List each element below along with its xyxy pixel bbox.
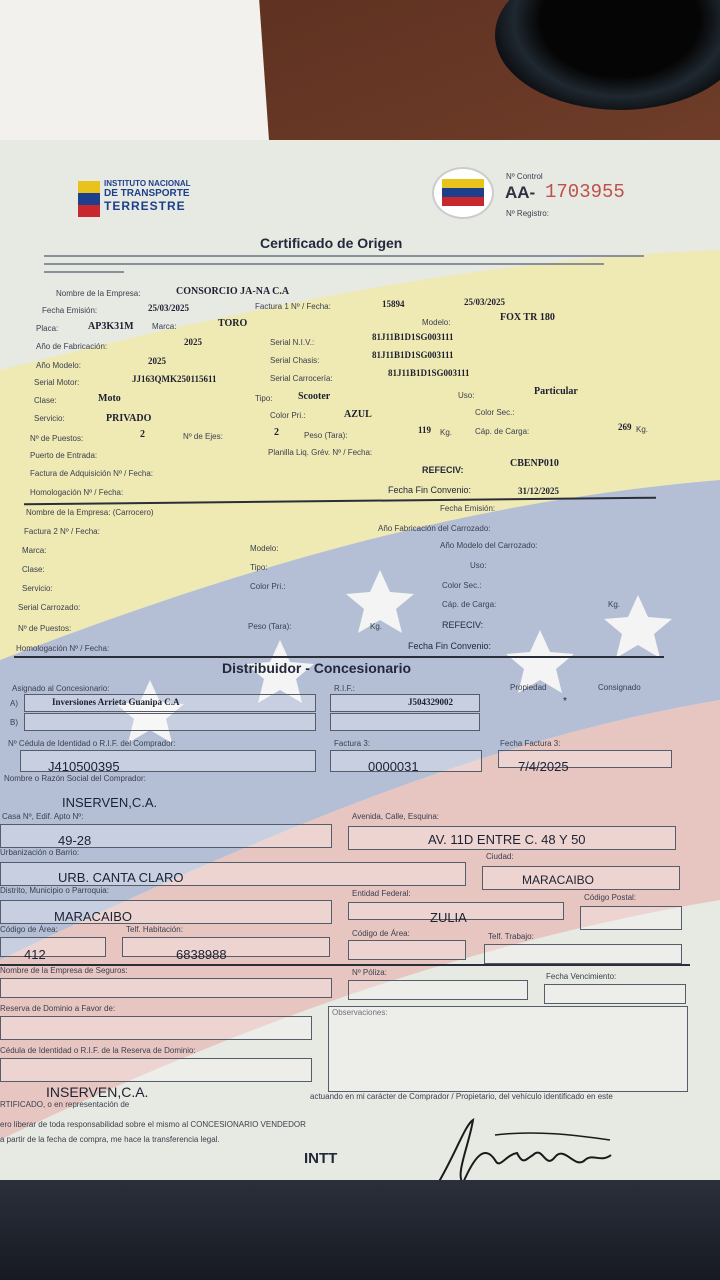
marca-label: Marca: [152, 322, 177, 331]
carrozado-anio-modelo-label: Año Modelo del Carrozado: [440, 541, 538, 550]
seguros-field[interactable] [0, 978, 332, 998]
fecha-emision-label: Fecha Emisión: [42, 306, 98, 315]
factura2-label: Factura 2 Nº / Fecha: [24, 527, 100, 536]
serial-chasis-value: 81J11B1D1SG003111 [372, 350, 454, 360]
factura1-number: 15894 [382, 299, 405, 309]
cedula-comprador-label: Nº Cédula de Identidad o R.I.F. del Comprador: [8, 739, 176, 748]
color-sec-label: Color Sec.: [475, 408, 515, 417]
anio-fab-label: Año de Fabricación: [36, 342, 108, 351]
carga-unit: Kg. [636, 425, 649, 434]
refeciv-value: CBENP010 [510, 458, 559, 469]
carrozado-peso-label: Peso (Tara): [248, 622, 292, 631]
peso-value: 119 [418, 425, 432, 435]
asignado-label: Asignado al Concesionario: [12, 684, 110, 693]
planilla-label: Planilla Liq. Grév. Nº / Fecha: [268, 448, 373, 457]
poliza-field[interactable] [348, 980, 528, 1000]
casa-field[interactable] [0, 824, 332, 848]
puestos-value: 2 [140, 429, 145, 440]
fecha-fin-value: 31/12/2025 [518, 486, 560, 496]
placa-label: Placa: [36, 324, 59, 333]
certificate-document [0, 140, 720, 1250]
reserva-field[interactable] [0, 1016, 312, 1040]
serial-niv-value: 81J11B1D1SG003111 [372, 332, 454, 342]
urbanizacion-label: Urbanización o Barrio: [0, 848, 80, 857]
control-label: Nº Control [506, 172, 543, 181]
fecha-factura3-label: Fecha Factura 3: [500, 739, 561, 748]
concesionario-a-value: Inversiones Arrieta Guanipa C.A [52, 697, 180, 707]
codigo-area2-field[interactable] [348, 940, 466, 960]
codigo-area-value: 412 [24, 947, 46, 962]
uso-value: Particular [534, 386, 578, 397]
carga-value: 269 [618, 422, 632, 432]
carrozado-puestos-label: Nº de Puestos: [18, 624, 72, 633]
serial-motor-label: Serial Motor: [34, 378, 80, 387]
carrozado-clase-label: Clase: [22, 565, 45, 574]
factura1-label: Factura 1 Nº / Fecha: [255, 302, 331, 311]
bottom-shadow [0, 1180, 720, 1280]
institute-line2: DE TRANSPORTE [104, 188, 190, 199]
vencimiento-label: Fecha Vencimiento: [546, 972, 617, 981]
carrozado-carga-unit: Kg. [608, 600, 621, 609]
refeciv-label: REFECIV: [422, 465, 464, 475]
carrozado-marca-label: Marca: [22, 546, 47, 555]
carrozado-tipo-label: Tipo: [250, 563, 268, 572]
document-title: Certificado de Origen [260, 235, 403, 251]
fecha-fin-label: Fecha Fin Convenio: [388, 485, 472, 495]
servicio-value: PRIVADO [106, 413, 152, 424]
distrito-field[interactable] [0, 900, 332, 924]
carrozado-refeciv-label: REFECIV: [442, 620, 484, 630]
telf-trabajo-field[interactable] [484, 944, 682, 964]
codigo-area-field[interactable] [0, 937, 106, 957]
uso-label: Uso: [458, 391, 475, 400]
rif-a-field[interactable] [330, 694, 480, 712]
empresa-value: CONSORCIO JA-NA C.A [176, 286, 290, 297]
carrocero-fecha-emision-label: Fecha Emisión: [440, 504, 496, 513]
factura-adq-label: Factura de Adquisición Nº / Fecha: [30, 469, 153, 478]
registro-label: Nº Registro: [506, 209, 549, 218]
color-pri-label: Color Pri.: [270, 411, 306, 420]
puerto-label: Puerto de Entrada: [30, 451, 98, 460]
propiedad-mark: * [563, 696, 567, 707]
carrozado-peso-unit: Kg. [370, 622, 383, 631]
factura1-date: 25/03/2025 [464, 297, 506, 307]
partir-text: a partir de la fecha de compra, me hace la transferencia legal. [0, 1135, 220, 1144]
fecha-emision-value: 25/03/2025 [148, 303, 190, 313]
urbanizacion-value: URB. CANTA CLARO [58, 870, 184, 885]
peso-unit: Kg. [440, 428, 453, 437]
rif-label: R.I.F.: [334, 684, 355, 693]
carrozado-modelo-label: Modelo: [250, 544, 279, 553]
a-label: A) [10, 699, 18, 708]
distrito-value: MARACAIBO [54, 909, 133, 924]
seguros-label: Nombre de la Empresa de Seguros: [0, 966, 128, 975]
b-label: B) [10, 718, 18, 727]
ciudad-value: MARACAIBO [522, 873, 595, 887]
postal-label: Código Postal: [584, 893, 637, 902]
serial-carroceria-label: Serial Carrocería: [270, 374, 333, 383]
modelo-label: Modelo: [422, 318, 451, 327]
venezuela-seal-icon [432, 167, 494, 219]
divider-carrozado [14, 656, 664, 658]
ejes-value: 2 [274, 427, 279, 438]
libero-text: ero liberar de toda responsabilidad sobre el mismo al CONCESIONARIO VENDEDOR [0, 1120, 306, 1129]
observaciones-label: Observaciones: [332, 1008, 388, 1017]
ejes-label: Nº de Ejes: [183, 432, 223, 441]
postal-field[interactable] [580, 906, 682, 930]
serial-chasis-label: Serial Chasis: [270, 356, 320, 365]
fecha-factura3-value: 7/4/2025 [518, 759, 569, 774]
carrozado-fecha-fin-label: Fecha Fin Convenio: [408, 641, 492, 651]
entidad-value: ZULIA [430, 910, 467, 925]
distrito-label: Distrito, Municipio o Parroquia: [0, 886, 109, 895]
control-number: 1703955 [545, 181, 625, 203]
intt-label: INTT [304, 1150, 338, 1167]
rif-a-value: J504329002 [408, 697, 453, 707]
carrozado-anio-fab-label: Año Fabricación del Carrozado: [378, 524, 491, 533]
consignado-label: Consignado [598, 683, 641, 692]
clase-value: Moto [98, 393, 121, 404]
actuando-text: actuando en mi carácter de Comprador / Propietario, del vehículo identificado en este [310, 1092, 613, 1101]
casa-value: 49-28 [58, 833, 92, 848]
avenida-value: AV. 11D ENTRE C. 48 Y 50 [428, 832, 586, 847]
certificado-text: RTIFICADO, o en representación de [0, 1100, 130, 1109]
codigo-area-label: Código de Área: [0, 925, 58, 934]
nombre-comprador-label: Nombre o Razón Social del Comprador: [4, 774, 146, 783]
vencimiento-field[interactable] [544, 984, 686, 1004]
concesionario-b-field[interactable] [24, 713, 316, 731]
telefono-value: 6838988 [176, 947, 227, 962]
carrozado-carga-label: Cáp. de Carga: [442, 600, 497, 609]
ciudad-label: Ciudad: [486, 852, 514, 861]
carrozado-color-pri-label: Color Pri.: [250, 582, 286, 591]
puestos-label: Nº de Puestos: [30, 434, 84, 443]
institute-line3: TERRESTRE [104, 199, 186, 213]
carrozado-uso-label: Uso: [470, 561, 487, 570]
telefono-label: Telf. Habitación: [126, 925, 183, 934]
casa-label: Casa Nº, Edif. Apto Nº: [2, 812, 84, 821]
anio-modelo-value: 2025 [148, 356, 166, 366]
rif-b-field[interactable] [330, 713, 480, 731]
homologacion-label: Homologación Nº / Fecha: [30, 488, 124, 497]
observaciones-field[interactable] [328, 1006, 688, 1092]
anio-fab-value: 2025 [184, 337, 202, 347]
propiedad-label: Propiedad [510, 683, 547, 692]
serial-niv-label: Serial N.I.V.: [270, 338, 315, 347]
cedula-reserva-label: Cédula de Identidad o R.I.F. de la Reserva de Dominio: [0, 1046, 196, 1055]
distribuidor-title: Distribuidor - Concesionario [222, 660, 412, 676]
cedula-comprador-value: J410500395 [48, 759, 120, 774]
telf-trabajo-label: Telf. Trabajo: [488, 932, 534, 941]
reserva-label: Reserva de Dominio a Favor de: [0, 1004, 116, 1013]
firmante-value: INSERVEN,C.A. [46, 1084, 149, 1100]
factura3-value: 0000031 [368, 759, 419, 774]
codigo-area2-label: Código de Área: [352, 929, 410, 938]
tipo-value: Scooter [298, 391, 331, 402]
anio-modelo-label: Año Modelo: [36, 361, 81, 370]
carrozado-color-sec-label: Color Sec.: [442, 581, 482, 590]
carga-label: Cáp. de Carga: [475, 427, 530, 436]
serial-carrozado-label: Serial Carrozado: [18, 603, 81, 612]
tipo-label: Tipo: [255, 394, 273, 403]
nombre-comprador-value: INSERVEN,C.A. [62, 795, 158, 810]
placa-value: AP3K31M [88, 321, 134, 332]
institute-line1: INSTITUTO NACIONAL [104, 179, 191, 188]
carrocero-empresa-label: Nombre de la Empresa: (Carrocero) [26, 508, 154, 517]
carrozado-servicio-label: Servicio: [22, 584, 53, 593]
poliza-label: Nº Póliza: [352, 968, 387, 977]
color-pri-value: AZUL [344, 409, 372, 420]
avenida-label: Avenida, Calle, Esquina: [352, 812, 440, 821]
serial-motor-value: JJ163QMK250115611 [132, 374, 217, 384]
peso-label: Peso (Tara): [304, 431, 348, 440]
serial-carroceria-value: 81J11B1D1SG003111 [388, 368, 470, 378]
carrozado-homologacion-label: Homologación Nº / Fecha: [16, 644, 110, 653]
cedula-reserva-field[interactable] [0, 1058, 312, 1082]
modelo-value: FOX TR 180 [500, 312, 555, 323]
servicio-label: Servicio: [34, 414, 65, 423]
clase-label: Clase: [34, 396, 57, 405]
empresa-label: Nombre de la Empresa: [56, 289, 141, 298]
intt-logo-icon [78, 181, 100, 217]
factura3-label: Factura 3: [334, 739, 371, 748]
control-prefix: AA- [505, 183, 536, 202]
entidad-label: Entidad Federal: [352, 889, 411, 898]
marca-value: TORO [218, 318, 248, 329]
